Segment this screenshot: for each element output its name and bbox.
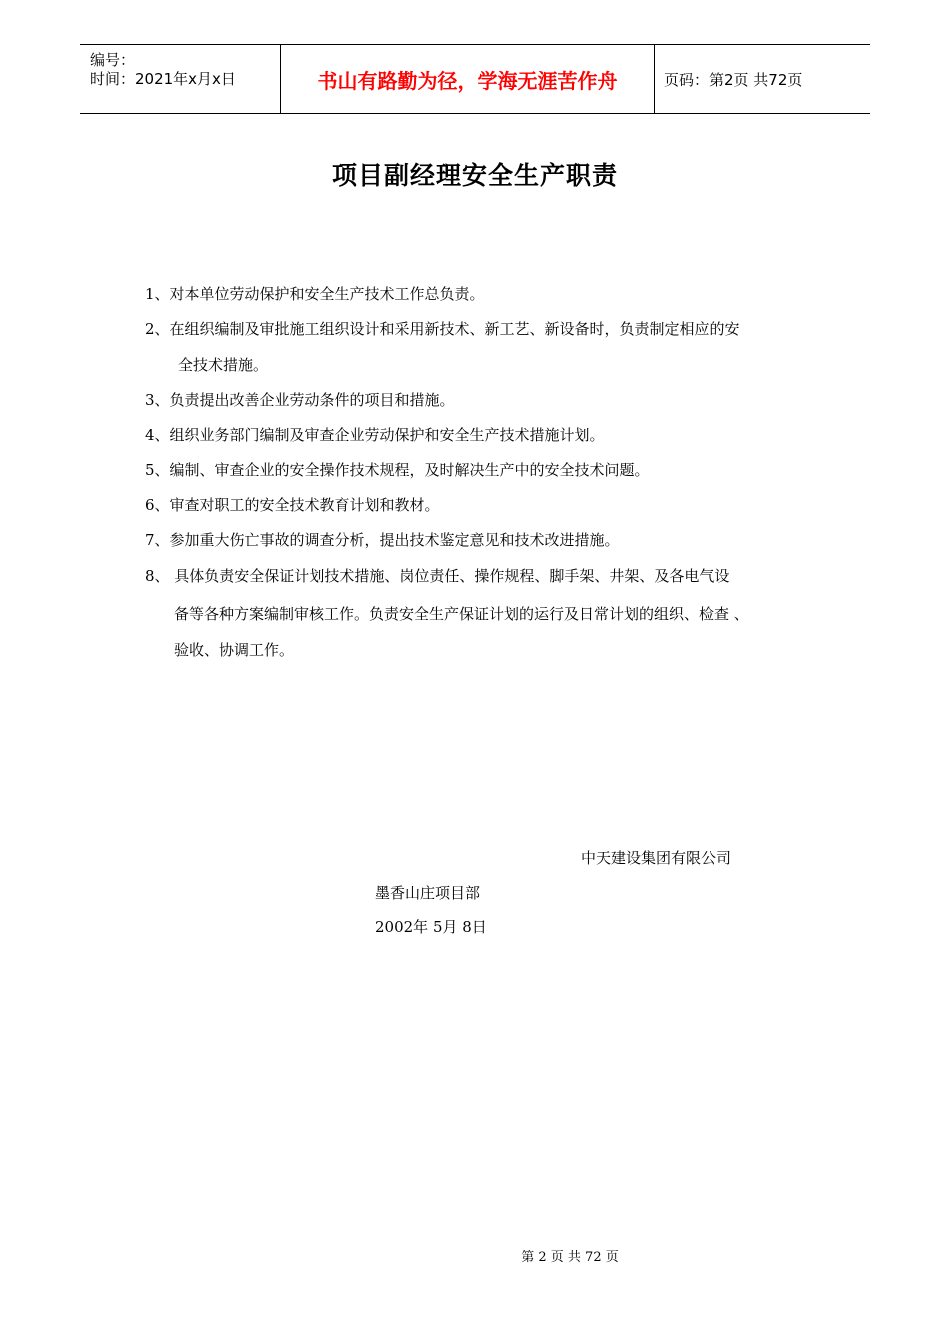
list-item-2-continuation: 全技术措施。 xyxy=(178,356,269,374)
list-item-6: 6、审查对职工的安全技术教育计划和教材。 xyxy=(145,496,440,514)
signature-company: 中天建设集团有限公司 xyxy=(581,849,732,867)
header-page-info: 页码：第2页 共72页 xyxy=(664,70,803,89)
header-meta-cell xyxy=(80,45,281,113)
list-item-8: 8、 具体负责安全保证计划技术措施、岗位责任、操作规程、脚手架、井架、及各电气设 xyxy=(145,567,730,585)
list-item-7: 7、参加重大伤亡事故的调查分析，提出技术鉴定意见和技术改进措施。 xyxy=(145,531,620,549)
list-item-8-continuation-2: 验收、协调工作。 xyxy=(174,641,295,659)
list-item-8-continuation-1: 备等各种方案编制审核工作。负责安全生产保证计划的运行及日常计划的组织、检查 、 xyxy=(174,605,749,623)
document-header xyxy=(80,44,870,114)
signature-department: 墨香山庄项目部 xyxy=(375,884,481,902)
document-number-label: 编号： xyxy=(90,51,136,69)
list-item-3: 3、负责提出改善企业劳动条件的项目和措施。 xyxy=(145,391,455,409)
list-item-4: 4、组织业务部门编制及审查企业劳动保护和安全生产技术措施计划。 xyxy=(145,426,605,444)
page-footer: 第 2 页 共 72 页 xyxy=(521,1250,619,1265)
page-title: 项目副经理安全生产职责 xyxy=(331,161,618,190)
list-item-1: 1、对本单位劳动保护和安全生产技术工作总负责。 xyxy=(145,285,485,303)
header-motto: 书山有路勤为径，学海无涯苦作舟 xyxy=(281,45,655,113)
list-item-5: 5、编制、审查企业的安全操作技术规程，及时解决生产中的安全技术问题。 xyxy=(145,461,650,479)
list-item-2: 2、在组织编制及审批施工组织设计和采用新技术、新工艺、新设备时，负责制定相应的安 xyxy=(145,320,740,338)
signature-date: 2002年 5月 8日 xyxy=(375,918,487,936)
document-time-label: 时间：2021年x月x日 xyxy=(90,70,236,88)
